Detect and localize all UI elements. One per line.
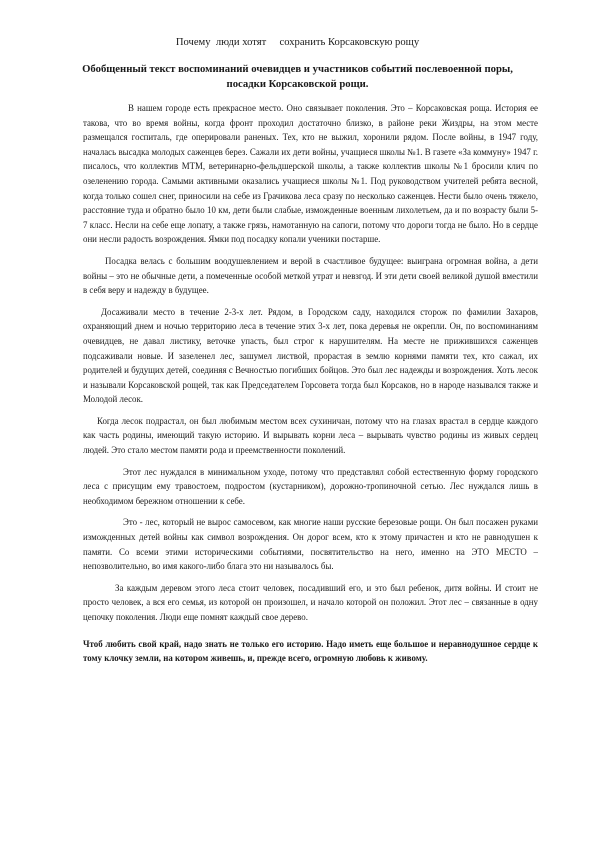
closing-statement: Чтоб любить свой край, надо знать не только его историю. Надо иметь еще большое и неравнодушное сердце к тому клочку земли, на котором живешь, и, прежде всего, огромную любовь к живому. <box>83 638 538 664</box>
page-header: Почему люди хотят сохранить Корсаковскую рощу <box>175 37 420 48</box>
paragraph: За каждым деревом этого леса стоит человек, посадивший его, и это был ребенок, дитя войны. И стоит не просто человек, а вся его семья, из которой он произошел, и начало которой он положил. Этот лес – связанные в одну цепочку поколения. Люди еще помнят каждый свое дерево. <box>83 582 538 622</box>
paragraph: В нашем городе есть прекрасное место. Оно связывает поколения. Это – Корсаковская роща. История ее такова, что во время войны, когда фронт проходил достаточно близко, в районе реки Жиздры, на этом месте размещался госпиталь, где оперировали раненых. Тех, кто не выжил, хоронили рядом. После войны, в 1947 году, началась высадка молодых саженцев берез. Сажали их дети войны, учащиеся школы №1. В газете «За коммуну» 1947 г. писалось, что коллектив МТМ, ветеринарно-фельдшерской школы, а также коллектив школы №1 бросили клич по озеленению города. Самыми активными оказались учащиеся школы №1. Под руководством учителей ребята весной, когда только сошел снег, приносили на себе из Грачиковa леса сразу по несколько саженцев. Нести было очень тяжело, расстояние туда и обратно было 10 км, дети были слабые, изможденные военным лихолетьем, да и по возрасту были 5-7 класс. Несли на себе еще лопату, а также грязь, намотанную на сапоги, потому что дороги тогда не было. Но в сердце они несли радость возрождения. Ямки под посадку копали ученики постарше. <box>83 103 538 245</box>
paragraph: Этот лес нуждался в минимальном уходе, потому что представлял собой естественную форму городского леса с присущим ему травостоем, подростом (кустарником), дорожно-тропиночной сетью. Лес нуждался лишь в необходимом бережном отношении к себе. <box>83 466 538 506</box>
document-body <box>83 101 538 673</box>
paragraph: Это - лес, который не вырос самосевом, как многие наши русские березовые рощи. Он был посажен руками изможденных детей войны как символ возрождения. Он дорог всем, кто к этому причастен и кто не равнодушен к памяти. Со всеми этими историческими событиями, посвятительство на него, именно на ЭТО МЕСТО – непозволительно, во имя какого-либо блага это ни называлось бы. <box>83 517 538 572</box>
document-title: Обобщенный текст воспоминаний очевидцев и участников событий послевоенной поры, посадки Корсаковской рощи. <box>82 63 513 90</box>
paragraph: Посадка велась с большим воодушевлением и верой в счастливое будущее: выиграна огромная война, а дети войны – это не обычные дети, а помеченные особой меткой утрат и невзгод. И эти дети своей великой душой вместили в себя веру и надежду в будущее. <box>83 255 538 296</box>
paragraph: Досаживали место в течение 2-3-х лет. Рядом, в Городском саду, находился сторож по фамилии Захаров, охраняющий днем и ночью территорию леса в течение этих 3-х лет, пока деревья не окрепли. Он, по воспоминаниям очевидцев, не давал листику, веточке упасть, был строг к нарушителям. На месте не прижившихся саженцев подсаживали новые. И зазеленел лес, зашумел листвой, прорастая в землю корнями памяти тех, кто сажал, их родителей и будущих детей, соединяя с Вечностью погибших бойцов. Это был лес надежды и возрождения. Хоть лесок и называли Корсаковской рощей, так как Председателем Горсовета тогда был Корсаков, но в народе назывался также и Молодой лесок. <box>83 306 538 405</box>
paragraph: Когда лесок подрастал, он был любимым местом всех сухиничан, потому что на глазах врастал в сердце каждого как часть родины, имеющий такую историю. И вырывать корни леса – вырывать чувство родины из живых сердец людей. Это стало местом памяти рода и преемственности поколений. <box>83 415 538 456</box>
